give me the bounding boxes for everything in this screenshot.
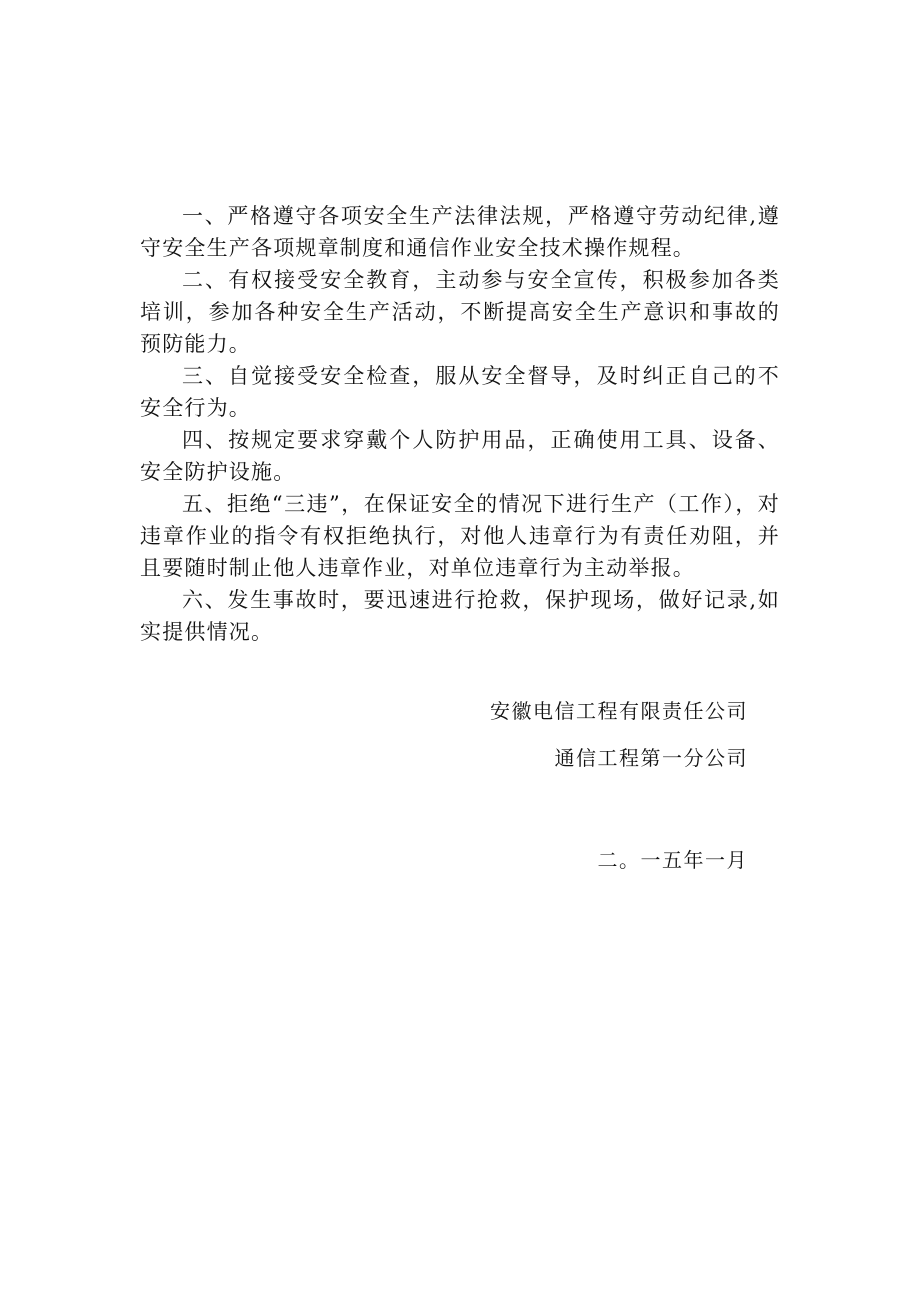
clause-5: 五、拒绝“三违”，在保证安全的情况下进行生产（工作），对违章作业的指令有权拒绝执行，对他人违章行为有责任劝阻，并且要随时制止他人违章作业，对单位违章行为主动举报。 xyxy=(140,492,780,580)
clause-2: 二、有权接受安全教育，主动参与安全宣传，积极参加各类培训，参加各种安全生产活动，不断提高安全生产意识和事故的预防能力。 xyxy=(140,268,780,356)
signature-branch: 通信工程第一分公司 xyxy=(554,746,748,770)
document-body xyxy=(140,200,780,648)
signature-company: 安徽电信工程有限责任公司 xyxy=(490,699,748,723)
signature-date: 二。一五年一月 xyxy=(597,848,748,872)
clause-1: 一、严格遵守各项安全生产法律法规，严格遵守劳动纪律,遵守安全生产各项规章制度和通信作业安全技术操作规程。 xyxy=(140,204,780,260)
clause-4: 四、按规定要求穿戴个人防护用品，正确使用工具、设备、安全防护设施。 xyxy=(140,428,780,484)
clause-6: 六、发生事故时，要迅速进行抢救，保护现场，做好记录,如实提供情况。 xyxy=(140,588,780,644)
clause-3: 三、自觉接受安全检查，服从安全督导，及时纠正自己的不安全行为。 xyxy=(140,364,780,420)
